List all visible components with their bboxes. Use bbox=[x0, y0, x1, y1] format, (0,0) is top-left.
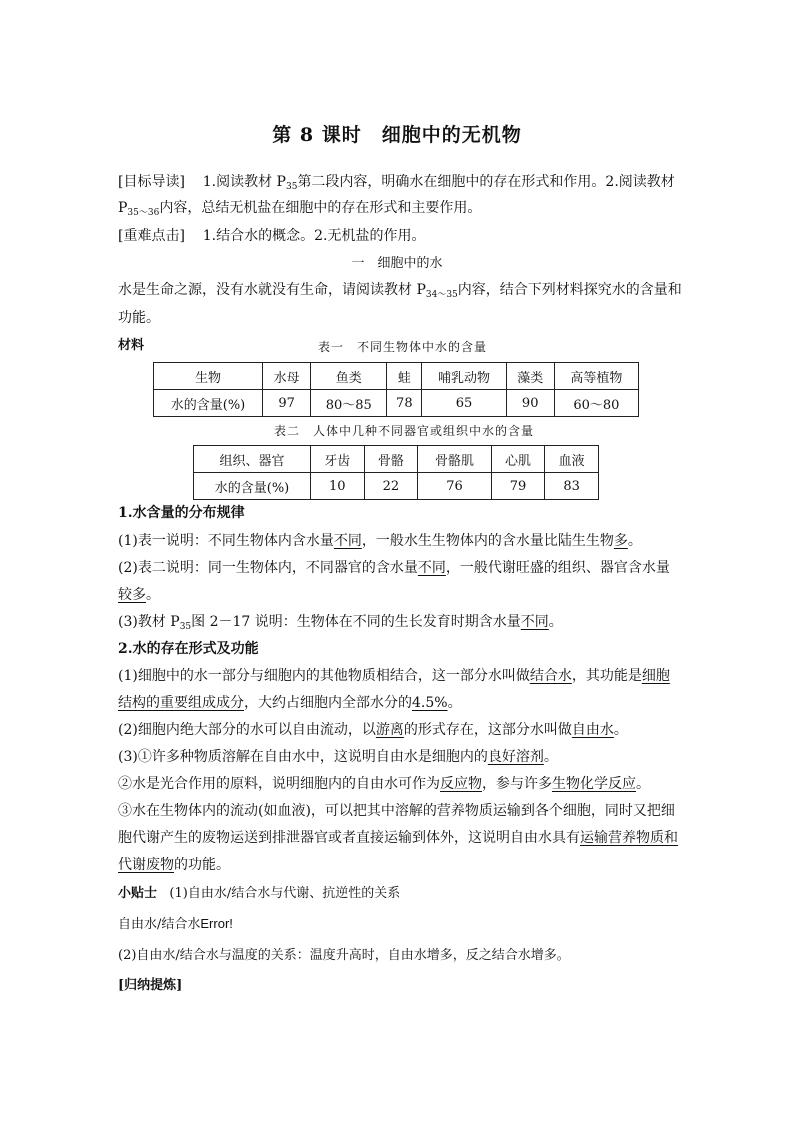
table-cell: 60～80 bbox=[554, 390, 638, 417]
table-header-cell: 骨骼 bbox=[364, 446, 418, 473]
table-row bbox=[154, 390, 639, 417]
table-cell: 22 bbox=[364, 473, 418, 500]
material-label: 材料 bbox=[118, 338, 145, 353]
table-header-cell: 牙齿 bbox=[311, 446, 365, 473]
table-water-content-organs bbox=[193, 445, 599, 500]
table-header-cell: 蛙 bbox=[387, 363, 422, 390]
paragraph: (1)表一说明：不同生物体内含水量不同，一般水生生物体内的含水量比陆生生物多。 bbox=[118, 533, 642, 549]
paragraph: (2)细胞内绝大部分的水可以自由流动，以游离的形式存在，这部分水叫做自由水。 bbox=[118, 722, 628, 738]
table-header-cell: 高等植物 bbox=[554, 363, 638, 390]
paragraph: ②水是光合作用的原料，说明细胞内的自由水可作为反应物，参与许多生物化学反应。 bbox=[118, 776, 650, 792]
table-header-cell: 组织、器官 bbox=[194, 446, 311, 473]
table-row bbox=[194, 473, 599, 500]
goal-line: [目标导读] 1.阅读教材 $P_{35}$第二段内容，明确水在细胞中的存在形式和作用。2.阅读教材 bbox=[118, 174, 675, 192]
goal-line-2: $P_{35\sim 36}$内容，总结无机盐在细胞中的存在形式和主要作用。 bbox=[118, 200, 482, 218]
table2-caption: 表二 人体中几种不同器官或组织中水的含量 bbox=[274, 424, 535, 438]
table-cell: 76 bbox=[418, 473, 492, 500]
section-heading: 一 细胞中的水 bbox=[351, 256, 443, 271]
tip-line: 小贴士 (1)自由水/结合水与代谢、抗逆性的关系 bbox=[118, 886, 401, 901]
summary-tag: [归纳提炼] bbox=[118, 978, 183, 993]
table-row-label: 水的含量(%) bbox=[194, 473, 311, 500]
table-row-label: 水的含量(%) bbox=[154, 390, 263, 417]
table-cell: 83 bbox=[545, 473, 599, 500]
table-cell: 65 bbox=[422, 390, 506, 417]
table-row bbox=[194, 446, 599, 473]
table-header-cell: 鱼类 bbox=[311, 363, 387, 390]
key-tag: [重难点击] bbox=[118, 228, 185, 244]
key-line: [重难点击] 1.结合水的概念。2.无机盐的作用。 bbox=[118, 228, 426, 244]
table-cell: 79 bbox=[491, 473, 545, 500]
table-header-cell: 骨骼肌 bbox=[418, 446, 492, 473]
lead-paragraph-end: 功能。 bbox=[118, 310, 160, 326]
table-row bbox=[154, 363, 639, 390]
paragraph: ③水在生物体内的流动(如血液)，可以把其中溶解的营养物质运输到各个细胞，同时又把细 bbox=[118, 803, 675, 819]
table-header-cell: 生物 bbox=[154, 363, 263, 390]
paragraph: 代谢废物的功能。 bbox=[118, 857, 230, 873]
table-cell: 78 bbox=[387, 390, 422, 417]
tip-line: (2)自由水/结合水与温度的关系：温度升高时，自由水增多，反之结合水增多。 bbox=[118, 948, 570, 963]
page-title: 第 8 课时 细胞中的无机物 bbox=[272, 124, 522, 146]
paragraph: (1)细胞中的水一部分与细胞内的其他物质相结合，这一部分水叫做结合水，其功能是细胞 bbox=[118, 668, 670, 684]
tip-line: 自由水/结合水Error! bbox=[118, 916, 233, 932]
lead-paragraph: 水是生命之源，没有水就没有生命，请阅读教材 $P_{34\sim 35}$内容，结合下列材料探究水的含量和 bbox=[118, 282, 682, 300]
paragraph: (2)表二说明：同一生物体内，不同器官的含水量不同，一般代谢旺盛的组织、器官含水量 bbox=[118, 560, 670, 576]
paragraph: 较多。 bbox=[118, 587, 160, 603]
table-header-cell: 藻类 bbox=[506, 363, 554, 390]
table-header-cell: 血液 bbox=[545, 446, 599, 473]
section-heading-forms: 2.水的存在形式及功能 bbox=[118, 641, 259, 657]
table1-caption: 表一 不同生物体中水的含量 bbox=[318, 340, 488, 354]
paragraph: 胞代谢产生的废物运送到排泄器官或者直接运输到体外，这说明自由水具有运输营养物质和 bbox=[118, 830, 678, 846]
table-cell: 10 bbox=[311, 473, 365, 500]
table-header-cell: 哺乳动物 bbox=[422, 363, 506, 390]
goal-tag: [目标导读] bbox=[118, 174, 185, 190]
table-cell: 97 bbox=[263, 390, 311, 417]
table-header-cell: 心肌 bbox=[491, 446, 545, 473]
error-text: Error! bbox=[200, 916, 233, 931]
table-header-cell: 水母 bbox=[263, 363, 311, 390]
paragraph: (3)教材 $P_{35}$图 2－17 说明：生物体在不同的生长发育时期含水量不同。 bbox=[118, 614, 563, 632]
table-cell: 90 bbox=[506, 390, 554, 417]
paragraph: 结构的重要组成成分，大约占细胞内全部水分的4.5%。 bbox=[118, 695, 462, 711]
section-heading-distribution: 1.水含量的分布规律 bbox=[118, 505, 245, 521]
tip-label: 小贴士 bbox=[118, 886, 158, 901]
table-water-content-organisms bbox=[153, 362, 639, 417]
paragraph: (3)①许多种物质溶解在自由水中，这说明自由水是细胞内的良好溶剂。 bbox=[118, 749, 558, 765]
table-cell: 80～85 bbox=[311, 390, 387, 417]
